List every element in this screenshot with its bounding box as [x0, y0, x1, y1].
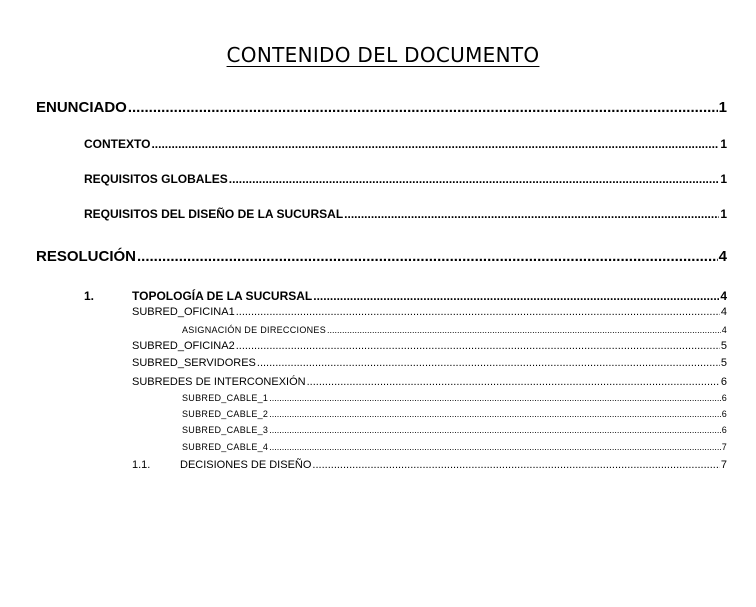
toc-label: SUBRED_CABLE_3	[182, 425, 269, 435]
toc-label	[84, 289, 312, 303]
toc-page-number: 7	[720, 459, 727, 471]
toc-label: REQUISITOS GLOBALES	[84, 172, 228, 186]
toc-page-number: 6	[721, 393, 727, 403]
toc-entry-requisitos-diseno[interactable]	[84, 207, 727, 221]
toc-leader	[327, 325, 721, 335]
toc-page-number: 7	[721, 442, 727, 452]
toc-label: ENUNCIADO	[36, 99, 127, 116]
toc-leader	[269, 442, 720, 452]
toc-page-number: 6	[721, 409, 727, 419]
toc-entry-decisiones[interactable]	[132, 459, 727, 471]
toc-page-number: 1	[720, 137, 727, 151]
toc-entry-subred-oficina1[interactable]	[132, 306, 727, 318]
toc-page-number: 4	[718, 248, 727, 265]
toc-entry-subred-oficina2[interactable]	[132, 340, 727, 352]
toc-page-number: 1	[720, 172, 727, 186]
toc-entry-cable4[interactable]	[182, 442, 727, 452]
toc-label: SUBRED_SERVIDORES	[132, 357, 256, 369]
toc-page-number: 4	[720, 289, 727, 303]
toc-leader	[236, 306, 720, 318]
toc-leader	[257, 357, 720, 369]
toc-entry-enunciado[interactable]	[36, 99, 727, 116]
toc-page-number: 4	[721, 325, 727, 335]
toc-label: ASIGNACIÓN DE DIRECCIONES	[182, 325, 327, 335]
toc-label: SUBRED_OFICINA2	[132, 340, 235, 352]
toc-page-number: 5	[720, 340, 727, 352]
toc-entry-subred-servidores[interactable]	[132, 357, 727, 369]
toc-entry-asignacion[interactable]	[182, 325, 727, 335]
toc-leader	[137, 248, 718, 265]
toc-entry-requisitos-globales[interactable]	[84, 172, 727, 186]
toc-leader	[269, 409, 720, 419]
toc-label: SUBRED_CABLE_2	[182, 409, 269, 419]
toc-entry-cable2[interactable]	[182, 409, 727, 419]
toc-leader	[312, 459, 719, 471]
toc-entry-resolucion[interactable]	[36, 248, 727, 265]
toc-label-text: TOPOLOGÍA DE LA SUCURSAL	[132, 289, 313, 303]
toc-leader	[307, 376, 720, 388]
toc-number: 1.1.	[132, 459, 151, 471]
toc-leader	[269, 393, 720, 403]
toc-label: SUBRED_CABLE_4	[182, 442, 269, 452]
toc-label: RESOLUCIÓN	[36, 248, 137, 265]
document-title: CONTENIDO DEL DOCUMENTO	[226, 43, 540, 67]
toc-label-text: DECISIONES DE DISEÑO	[180, 459, 312, 471]
toc-leader	[236, 340, 720, 352]
toc-label	[132, 459, 311, 471]
toc-entry-cable1[interactable]	[182, 393, 727, 403]
toc-label: REQUISITOS DEL DISEÑO DE LA SUCURSAL	[84, 207, 344, 221]
toc-number: 1.	[84, 289, 95, 303]
toc-leader	[128, 99, 718, 116]
toc-leader	[229, 172, 720, 186]
toc-page-number: 1	[720, 207, 727, 221]
toc-page-number: 1	[718, 99, 727, 116]
toc-leader	[344, 207, 719, 221]
toc-entry-subredes-interconexion[interactable]	[132, 376, 727, 388]
toc-label: SUBRED_OFICINA1	[132, 306, 235, 318]
toc-leader	[151, 137, 719, 151]
toc-page-number: 6	[720, 376, 727, 388]
toc-label: SUBREDES DE INTERCONEXIÓN	[132, 376, 306, 388]
toc-page-number: 4	[720, 306, 727, 318]
toc-leader	[313, 289, 719, 303]
toc-entry-cable3[interactable]	[182, 425, 727, 435]
toc-page-number: 5	[720, 357, 727, 369]
toc-page-number: 6	[721, 425, 727, 435]
toc-leader	[269, 425, 720, 435]
toc-label: CONTEXTO	[84, 137, 151, 151]
toc-label: SUBRED_CABLE_1	[182, 393, 269, 403]
toc-entry-contexto[interactable]	[84, 137, 727, 151]
toc-entry-topologia[interactable]	[84, 289, 727, 303]
